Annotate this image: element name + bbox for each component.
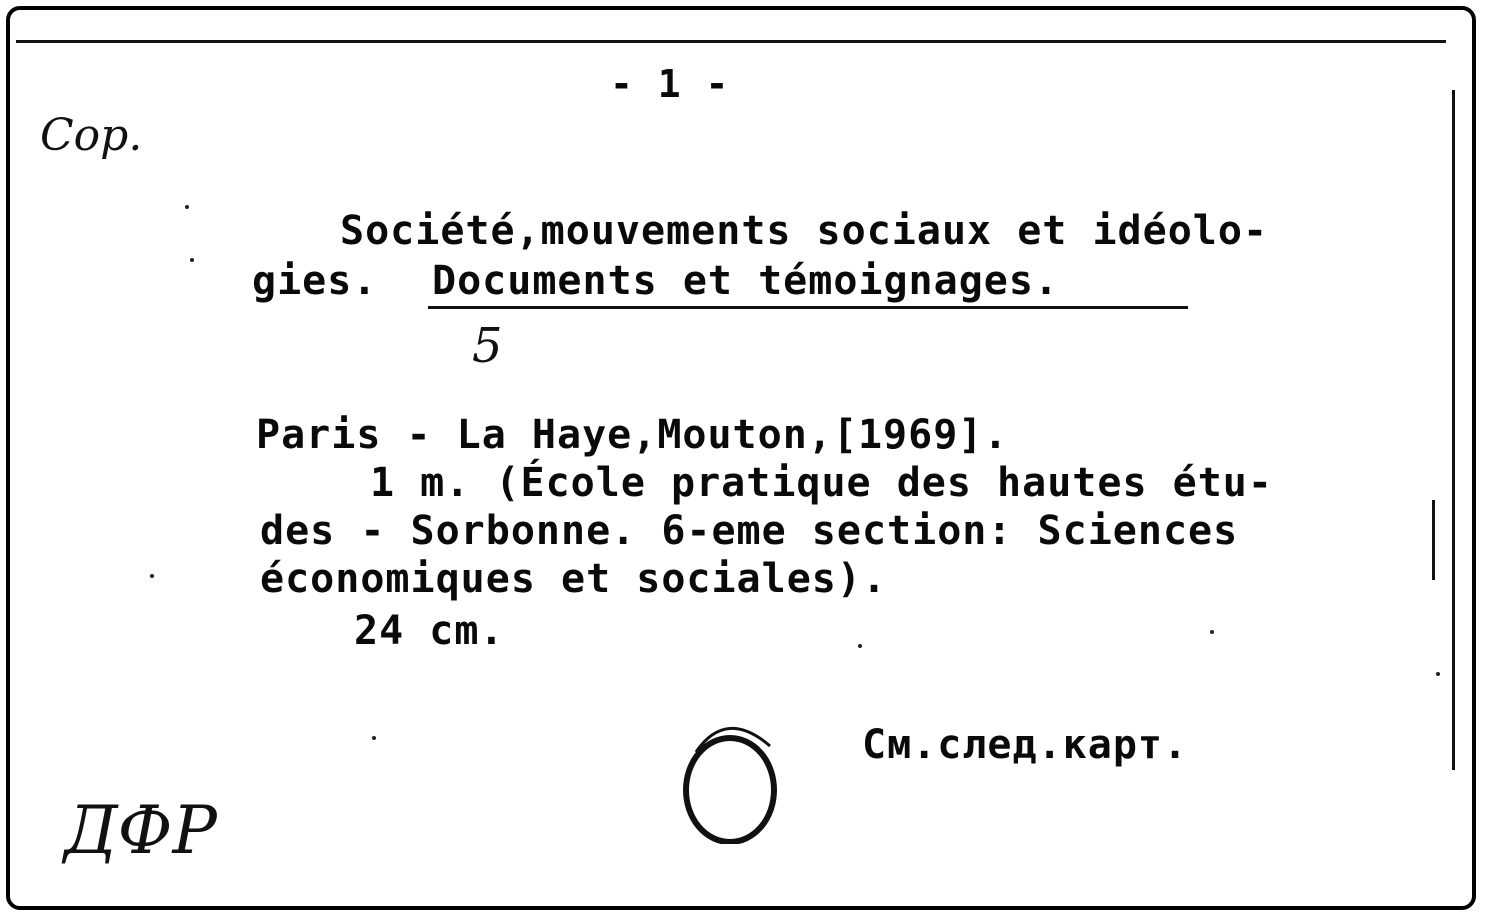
- top-rule: [16, 40, 1446, 43]
- corner-handwritten-note: Cop.: [40, 110, 143, 161]
- right-rule: [1452, 90, 1455, 770]
- see-next-card: См.след.карт.: [862, 722, 1189, 768]
- collation-line-1: 1 m. (École pratique des hautes étu-: [370, 460, 1273, 506]
- speck: [1436, 672, 1440, 676]
- right-rule-short: [1432, 500, 1435, 580]
- dimensions-line: 24 cm.: [354, 608, 505, 654]
- speck: [372, 736, 376, 740]
- collation-line-2: des - Sorbonne. 6-eme section: Sciences: [260, 508, 1239, 554]
- handwritten-signature: ДФР: [64, 792, 217, 869]
- volume-handwritten-number: 5: [472, 318, 503, 374]
- title-line-2-series-prefix: gies.: [252, 258, 403, 304]
- punch-hole: [676, 712, 786, 844]
- speck: [858, 644, 862, 648]
- series-underline: [428, 306, 1188, 309]
- page-number: - 1 -: [610, 62, 730, 106]
- title-line-1: Société,mouvements sociaux et idéolo-: [340, 208, 1269, 254]
- speck: [150, 574, 154, 578]
- series-title: Documents et témoignages.: [432, 258, 1060, 304]
- imprint-line: Paris - La Haye,Mouton,[1969].: [256, 412, 1009, 458]
- speck: [1210, 630, 1214, 634]
- collation-line-3: économiques et sociales).: [260, 556, 888, 602]
- speck: [190, 258, 194, 262]
- speck: [185, 205, 189, 209]
